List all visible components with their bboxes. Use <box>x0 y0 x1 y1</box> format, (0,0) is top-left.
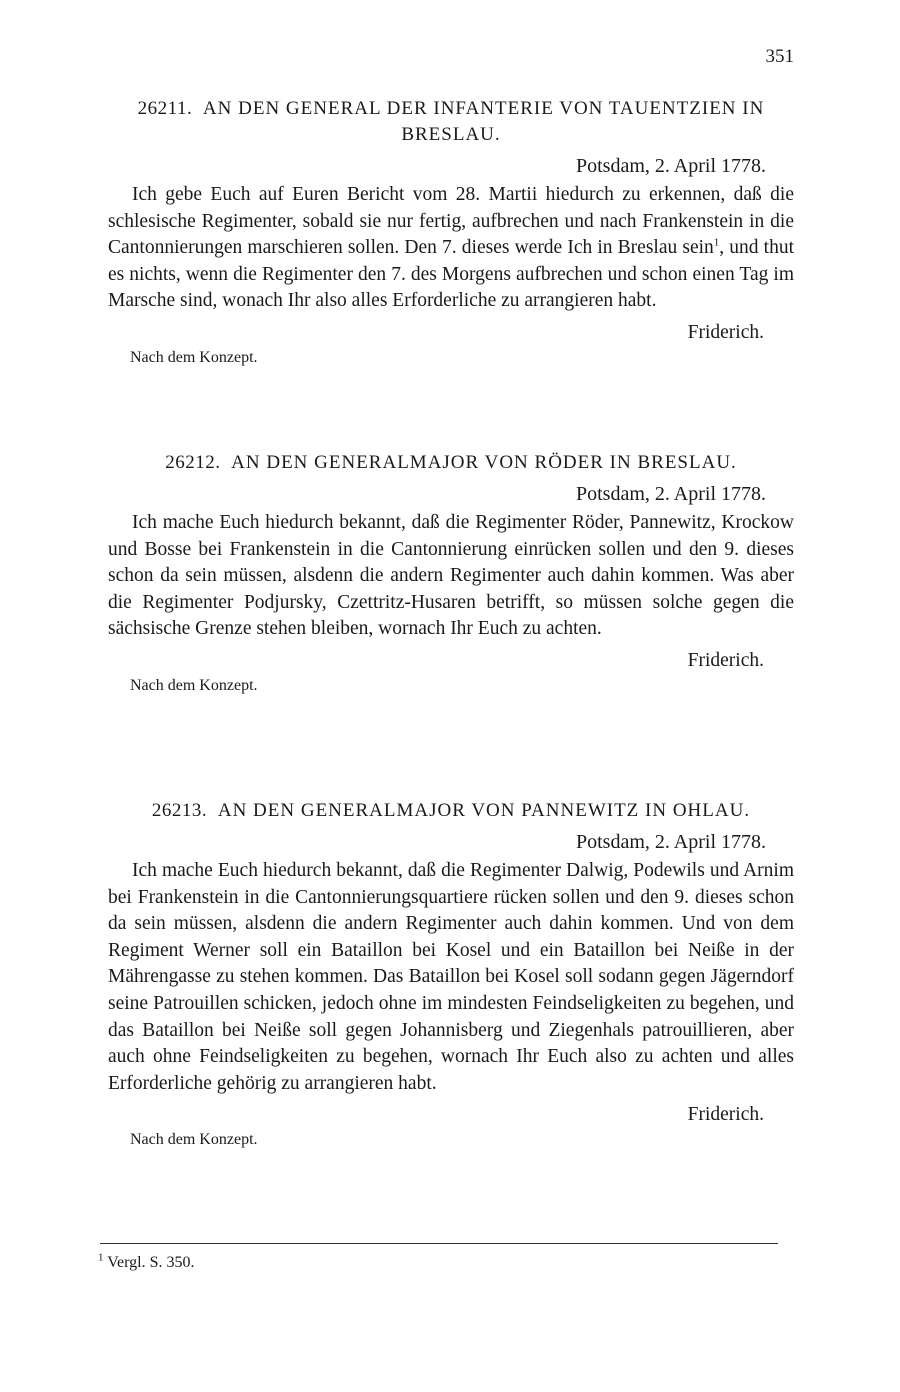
letter-signature: Friderich. <box>687 321 764 343</box>
letter-26213 <box>108 798 794 1151</box>
letter-body <box>108 182 794 315</box>
letter-body: Ich mache Euch hiedurch bekannt, daß die Regimenter Dalwig, Podewils und Arnim bei Frankenstein in die Cantonnierungsquartiere rücken sollen und den 9. dieses schon da sein müssen, alsdenn die andern Regimenter auch dahin kommen. Und von dem Regiment Werner soll ein Bataillon bei Kosel und ein Bataillon bei Neiße in der Mährengasse zu stehen kommen. Das Bataillon bei Kosel soll sodann gegen Jägerndorf seine Patrouillen schicken, jedoch ohne im mindesten Feindseligkeiten zu begehen, und das Bataillon bei Neiße soll gegen Johannisberg und Ziegenhals patrouillieren, aber auch ohne Feindseligkeiten zu begehen, wornach Ihr Euch also zu achten und alles Erforderliche gehörig zu arrangieren habt. <box>108 860 794 1094</box>
letter-body-part-2: , und thut es nichts, wenn die Regimenter den 7. des Morgens aufbrechen und schon einen Tag im Marsche sind, wonach Ihr also alles Erforderliche zu arrangieren habt. <box>108 237 794 312</box>
page-number: 351 <box>765 46 794 67</box>
letter-recipient: AN DEN GENERALMAJOR VON PANNEWITZ IN OHLAU. <box>217 800 751 821</box>
letter-26212 <box>108 450 794 697</box>
letter-source-note: Nach dem Konzept. <box>130 1131 258 1149</box>
footnote <box>98 1252 194 1274</box>
letter-dateline: Potsdam, 2. April 1778. <box>575 831 766 853</box>
letter-recipient: AN DEN GENERAL DER INFANTERIE VON TAUENTZIEN IN BRESLAU. <box>202 98 765 145</box>
footnote-text: Vergl. S. 350. <box>107 1254 195 1271</box>
letter-heading <box>108 450 794 476</box>
letter-heading <box>108 798 794 824</box>
letter-number: 26212. <box>165 452 221 473</box>
letter-number: 26211. <box>137 98 193 119</box>
letter-body-part-1: Ich gebe Euch auf Euren Bericht vom 28. Martii hiedurch zu erkennen, daß die schlesische Regimenter, sobald sie nur fertig, aufbrechen und nach Frankenstein in die Cantonnierungen marschieren sollen. Den 7. dieses werde Ich in Breslau sein <box>108 184 794 259</box>
letter-dateline: Potsdam, 2. April 1778. <box>575 483 766 505</box>
letter-number: 26213. <box>151 800 208 821</box>
letter-26211 <box>108 96 794 369</box>
letter-dateline: Potsdam, 2. April 1778. <box>575 155 766 177</box>
footnote-reference: 1 <box>713 236 720 249</box>
letter-source-note: Nach dem Konzept. <box>130 676 258 694</box>
letter-heading <box>108 96 794 148</box>
footnote-divider <box>100 1243 778 1244</box>
letter-signature: Friderich. <box>687 649 764 671</box>
letter-recipient: AN DEN GENERALMAJOR VON RÖDER IN BRESLAU. <box>231 452 737 473</box>
letter-signature: Friderich. <box>687 1104 764 1126</box>
letter-body: Ich mache Euch hiedurch bekannt, daß die Regimenter Röder, Pannewitz, Krockow und Bosse bei Frankenstein in die Cantonnierung einrücken sollen und den 9. dieses schon da sein müssen, alsdenn die andern Regimenter auch dahin kommen. Was aber die Regimenter Podjursky, Czettritz-Husaren betrifft, so müssen solche gegen die sächsische Grenze stehen bleiben, wornach Ihr Euch zu achten. <box>108 512 794 640</box>
letter-source-note: Nach dem Konzept. <box>130 348 258 366</box>
footnote-marker: 1 <box>98 1251 104 1264</box>
